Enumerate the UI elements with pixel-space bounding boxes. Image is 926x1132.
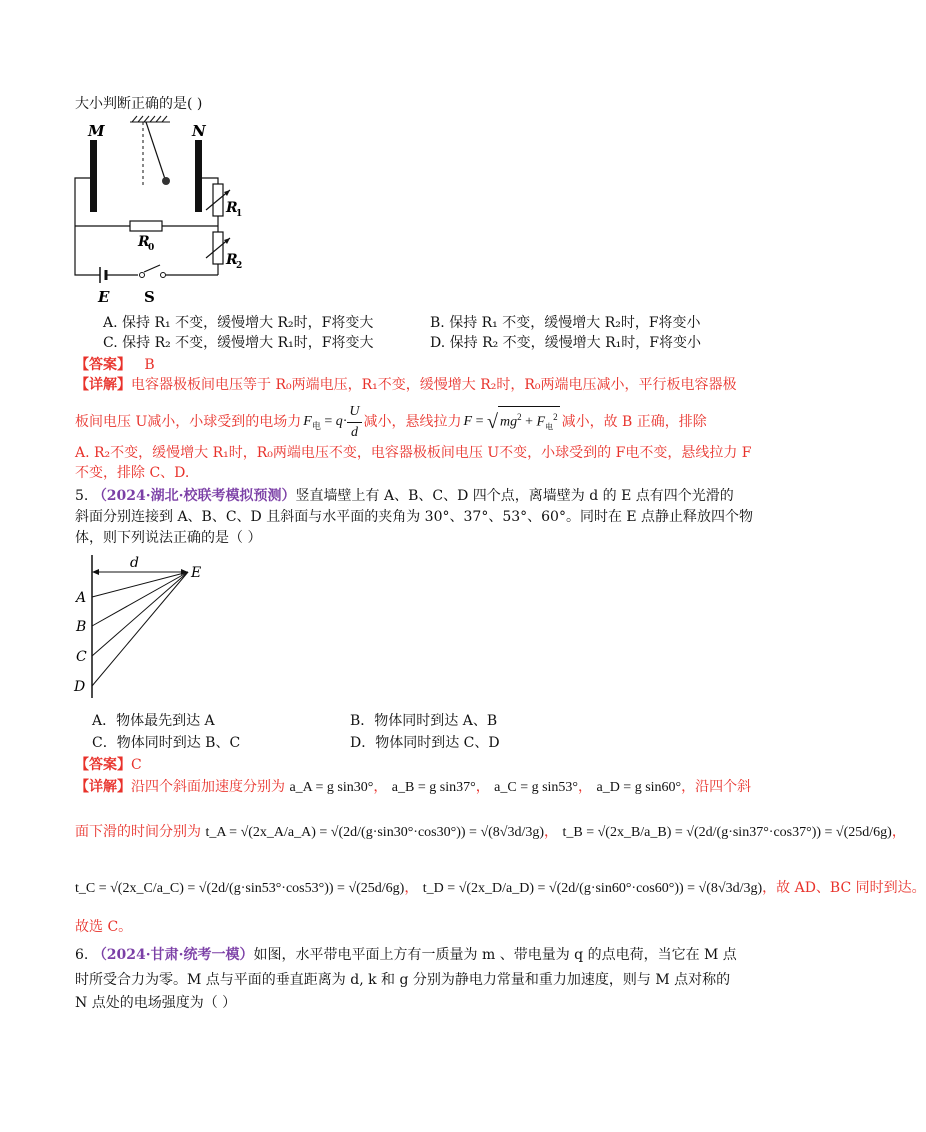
pendulum-thread (146, 122, 165, 179)
q5-option-a[interactable]: A．物体最先到达 A (92, 713, 215, 729)
q5-source: （2024·湖北·校联考模拟预测） (92, 488, 296, 504)
label-b: B (76, 619, 87, 635)
q4-detail-line4: 不变，排除 C、D. (75, 465, 190, 481)
answer-label: 【答案】 (75, 357, 131, 373)
label-r1-sub: 1 (236, 209, 243, 219)
q4-detail-line3: A. R₂不变，缓慢增大 R₁时，R₀两端电压不变，电容器极板间电压 U不变，小球受到的 F电不变，悬线拉力 F (75, 445, 752, 461)
q4-option-b[interactable]: B. 保持 R₁ 不变，缓慢增大 R₂时，F将变小 (430, 315, 701, 331)
label-s: S (144, 288, 155, 306)
label-r2-sub: 2 (236, 261, 243, 271)
q4-option-a[interactable]: A. 保持 R₁ 不变，缓慢增大 R₂时，F将变大 (103, 315, 374, 331)
q5-detail-line2: 面下滑的时间分别为 t_A = √(2x_A/a_A) = √(2d/(g·sin30°·cos30°)) = √(8√3d/3g)， t_B = √(2x_B/a_B) = √(2d/(g·sin37°·cos37°)) = √(25d/6g)， (75, 824, 906, 840)
answer-value: B (144, 357, 155, 373)
q5-option-c[interactable]: C．物体同时到达 B、C (92, 735, 241, 751)
label-r0-sub: 0 (148, 243, 155, 253)
q6-stem-line1: 6. （2024·甘肃·统考一模）如图，水平带电平面上方有一质量为 m 、带电量为 q 的点电荷，当它在 M 点 (75, 947, 737, 963)
answer-value: C (131, 757, 142, 773)
acceleration-a: a_A = g sin30° (289, 780, 374, 795)
label-m: M (88, 122, 105, 140)
q4-detail-line1: 【详解】电容器极板间电压等于 R₀两端电压，R₁不变，缓慢增大 R₂时，R₀两端电压减小，平行板电容器极 (75, 377, 737, 393)
label-a: A (76, 590, 87, 606)
q5-detail-final: 故选 C。 (75, 919, 133, 935)
formula-electric-force: F 电 = q · $\frac{U}{d}$ (303, 403, 360, 440)
q6-stem-line3: N 点处的电场强度为（ ） (75, 995, 237, 1011)
label-e: E (191, 565, 202, 581)
q5-option-d[interactable]: D．物体同时到达 C、D (350, 735, 500, 751)
q4-detail-line2: 板间电压 U减小，小球受到的电场力 F 电 = q · $\frac{U}{d}$ 减小，悬线拉力 F = √ $mg^2 + F_电^2$ 减小，故 B 正确，排除 (75, 402, 707, 442)
q4-circuit-figure (70, 112, 260, 307)
q4-option-d[interactable]: D. 保持 R₂ 不变，缓慢增大 R₁时，F将变小 (430, 335, 701, 351)
label-r1: R (226, 200, 238, 216)
q5-incline-figure (68, 550, 218, 700)
q4-option-c[interactable]: C. 保持 R₂ 不变，缓慢增大 R₁时，F将变大 (103, 335, 374, 351)
time-b: t_B = √(2x_B/a_B) = √(2d/(g·sin37°·cos37°)) = √(25d/6g) (562, 825, 892, 840)
label-n: N (192, 122, 206, 140)
incline-lines (92, 572, 188, 686)
detail-label: 【详解】 (75, 779, 131, 795)
q5-option-b[interactable]: B．物体同时到达 A、B (350, 713, 498, 729)
plate-m (90, 140, 97, 212)
label-r2: R (226, 252, 238, 268)
time-a: t_A = √(2x_A/a_A) = √(2d/(g·sin30°·cos30°)) = √(8√3d/3g) (205, 825, 545, 840)
plate-n (195, 140, 202, 212)
label-d-point: D (74, 679, 86, 695)
acceleration-c: a_C = g sin53° (494, 780, 579, 795)
q4-answer (75, 355, 155, 375)
q6-source: （2024·甘肃·统考一模） (92, 947, 254, 963)
q5-stem-line2: 斜面分别连接到 A、B、C、D 且斜面与水平面的夹角为 30°、37°、53°、60°。同时在 E 点静止释放四个物 (75, 509, 754, 525)
q5-answer (75, 755, 142, 775)
acceleration-d: a_D = g sin60° (596, 780, 682, 795)
q5-detail-line1: 【详解】沿四个斜面加速度分别为 a_A = g sin30°， a_B = g sin37°， a_C = g sin53°， a_D = g sin60°，沿四个斜 (75, 779, 752, 795)
charged-ball (162, 177, 170, 185)
label-r0: R (138, 234, 150, 250)
q5-detail-line3: t_C = √(2x_C/a_C) = √(2d/(g·sin53°·cos53°)) = √(25d/6g)， t_D = √(2x_D/a_D) = √(2d/(g·sin60°·cos60°)) = √(8√3d/3g)，故 AD、BC 同时到达。 (75, 880, 926, 896)
q5-stem-line3: 体，则下列说法正确的是（ ） (75, 530, 262, 546)
label-d: d (130, 555, 139, 571)
acceleration-b: a_B = g sin37° (391, 780, 476, 795)
q5-stem-line1: 5. （2024·湖北·校联考模拟预测）竖直墙壁上有 A、B、C、D 四个点，离墙壁为 d 的 E 点有四个光滑的 (75, 488, 734, 504)
label-c: C (76, 649, 87, 665)
time-d: t_D = √(2x_D/a_D) = √(2d/(g·sin60°·cos60°)) = √(8√3d/3g) (422, 881, 763, 896)
label-e: E (98, 288, 110, 306)
ceiling-support (130, 116, 170, 122)
formula-tension: F = √ $mg^2 + F_电^2$ (464, 406, 560, 437)
resistor-r0 (130, 221, 162, 231)
q4-stem-tail: 大小判断正确的是( ) (75, 96, 203, 112)
q6-stem-line2: 时所受合力为零。M 点与平面的垂直距离为 d, k 和 g 分别为静电力常量和重力加速度，则与 M 点对称的 (75, 972, 731, 988)
answer-label: 【答案】 (75, 757, 131, 773)
detail-label: 【详解】 (75, 377, 131, 393)
time-c: t_C = √(2x_C/a_C) = √(2d/(g·sin53°·cos53°)) = √(25d/6g) (75, 881, 405, 896)
